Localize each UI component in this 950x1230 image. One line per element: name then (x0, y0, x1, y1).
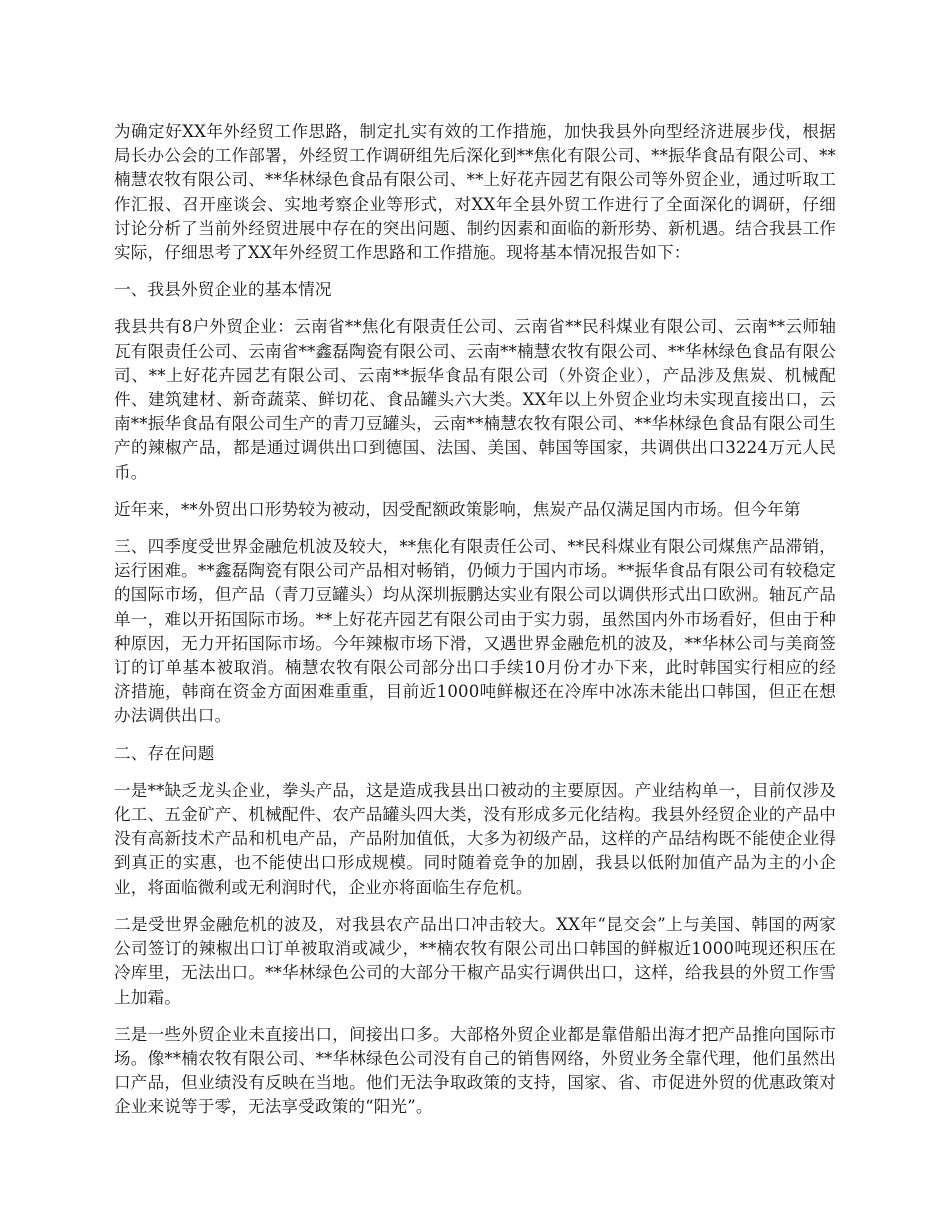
problem-1-paragraph: 一是**缺乏龙头企业，拳头产品，这是造成我县出口被动的主要原因。产业结构单一，目前仅涉及化工、五金矿产、机械配件、农产品罐头四大类，没有形成多元化结构。我县外经贸企业的产品中没有高新技术产品和机电产品，产品附加值低，大多为初级产品，这样的产品结构既不能使企业得到真正的实惠，也不能使出口形成规模。同时随着竞争的加剧，我县以低附加值产品为主的小企业，将面临微利或无利润时代，企业亦将面临生存危机。 (114, 780, 836, 897)
enterprises-paragraph: 我县共有8户外贸企业：云南省**焦化有限责任公司、云南省**民科煤业有限公司、云南**云师轴瓦有限责任公司、云南省**鑫磊陶瓷有限公司、云南**楠慧农牧有限公司、**华林绿色食品有限公司、**上好花卉园艺有限公司、云南**振华食品有限公司（外资企业），产品涉及焦炭、机械配件、建筑建材、新奇蔬菜、鲜切花、食品罐头六大类。XX年以上外贸企业均未实现直接出口，云南**振华食品有限公司生产的青刀豆罐头，云南**楠慧农牧有限公司、**华林绿色食品有限公司生产的辣椒产品，都是通过调供出口到德国、法国、美国、韩国等国家，共调供出口3224万元人民币。 (114, 317, 836, 482)
problem-3-paragraph: 三是一些外贸企业未直接出口，间接出口多。大部格外贸企业都是靠借船出海才把产品推向国际市场。像**楠农牧有限公司、**华林绿色公司没有自己的销售网络，外贸业务全靠代理，他们虽然出口产品，但业绩没有反映在当地。他们无法争取政策的支持，国家、省、市促进外贸的优惠政策对企业来说等于零，无法享受政策的“阳光”。 (114, 1024, 836, 1117)
intro-paragraph: 为确定好XX年外经贸工作思路，制定扎实有效的工作措施，加快我县外向型经济进展步伐，根据局长办公会的工作部署，外经贸工作调研组先后深化到**焦化有限公司、**振华食品有限公司、**楠慧农牧有限公司、**华林绿色食品有限公司、**上好花卉园艺有限公司等外贸企业，通过听取工作汇报、召开座谈会、实地考察企业等形式，对XX年全县外贸工作进行了全面深化的调研，仔细讨论分析了当前外经贸进展中存在的突出问题、制约因素和面临的新形势、新机遇。结合我县工作实际，仔细思考了XX年外经贸工作思路和工作措施。现将基本情况报告如下： (114, 122, 836, 263)
section-heading-2: 二、存在问题 (114, 743, 215, 763)
recent-years-paragraph: 近年来，**外贸出口形势较为被动，因受配额政策影响，焦炭产品仅满足国内市场。但今年第 (114, 499, 801, 519)
fourth-quarter-paragraph: 三、四季度受世界金融危机波及较大，**焦化有限责任公司、**民科煤业有限公司煤焦产品滞销，运行困难。**鑫磊陶瓷有限公司产品相对畅销，仍倾力于国内市场。**振华食品有限公司有较稳定的国际市场，但产品（青刀豆罐头）均从深圳振鹏达实业有限公司以调供形式出口欧洲。轴瓦产品单一，难以开拓国际市场。**上好花卉园艺有限公司由于实力弱，虽然国内外市场看好，但由于种种原因，无力开拓国际市场。今年辣椒市场下滑，又遇世界金融危机的波及，**华林公司与美商签订的订单基本被取消。楠慧农牧有限公司部分出口手续10月份才办下来，此时韩国实行相应的经济措施，韩商在资金方面困难重重，目前近1000吨鲜椒还在冷库中冰冻未能出口韩国，但正在想办法调供出口。 (114, 537, 836, 726)
document-page (114, 120, 836, 1133)
section-heading-1: 一、我县外贸企业的基本情况 (114, 280, 332, 300)
problem-2-paragraph: 二是受世界金融危机的波及，对我县农产品出口冲击较大。XX年“昆交会”上与美国、韩国的两家公司签订的辣椒出口订单被取消或减少，**楠农牧有限公司出口韩国的鲜椒近1000吨现还积压在冷库里，无法出口。**华林绿色公司的大部分干椒产品实行调供出口，这样，给我县的外贸工作雪上加霜。 (114, 914, 836, 1007)
